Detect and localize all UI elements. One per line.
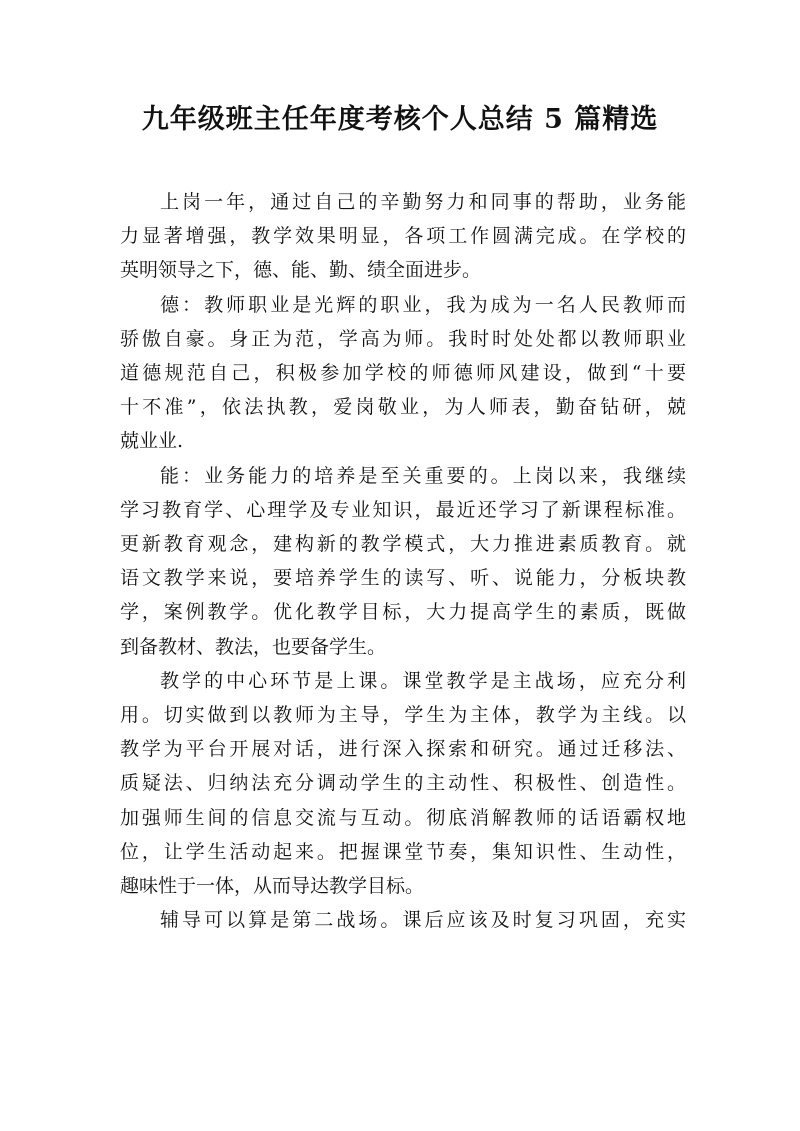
paragraph-tutoring (120, 903, 686, 937)
text-line: 能：业务能力的培养是至关重要的。上岗以来，我继续 (160, 464, 686, 487)
text-line: 加强师生间的信息交流与互动。彻底消解教师的话语霸权地 (120, 806, 686, 829)
text-line: 辅导可以算是第二战场。课后应该及时复习巩固，充实 (160, 909, 686, 932)
text-line: 骄傲自豪。身正为范，学高为师。我时时处处都以教师职业 (120, 327, 686, 350)
text-line: 趣味性于一体，从而导达教学目标。 (120, 875, 425, 898)
paragraph-morality (120, 288, 686, 459)
text-line: 质疑法、归纳法充分调动学生的主动性、积极性、创造性。 (120, 772, 686, 795)
text-line: 教学的中心环节是上课。课堂教学是主战场，应充分利 (160, 669, 686, 692)
text-line: 道德规范自己，积极参加学校的师德师风建设，做到“十要 (120, 362, 686, 385)
document-title: 九年级班主任年度考核个人总结 5 篇精选 (141, 104, 659, 135)
text-line: 位，让学生活动起来。把握课堂节奏，集知识性、生动性， (120, 840, 686, 863)
text-line: 德：教师职业是光辉的职业，我为成为一名人民教师而 (160, 293, 686, 316)
text-line: 用。切实做到以教师为主导，学生为主体，教学为主线。以 (120, 704, 686, 727)
text-line: 更新教育观念，建构新的教学模式，大力推进素质教育。就 (120, 533, 686, 556)
text-line: 语文教学来说，要培养学生的读写、听、说能力，分板块教 (120, 567, 686, 590)
text-line: 教学为平台开展对话，进行深入探索和研究。通过迁移法、 (120, 738, 686, 761)
document-body (120, 185, 686, 937)
text-line: 上岗一年，通过自己的辛勤努力和同事的帮助，业务能 (160, 191, 686, 213)
text-line: 学习教育学、心理学及专业知识，最近还学习了新课程标准。 (120, 498, 686, 521)
paragraph-intro (120, 185, 686, 288)
text-line: 力显著增强，教学效果明显，各项工作圆满完成。在学校的 (120, 225, 686, 248)
paragraph-teaching (120, 664, 686, 903)
text-line: 兢业业. (120, 430, 184, 453)
paragraph-ability (120, 459, 686, 664)
text-line: 十不准”，依法执教，爱岗敬业，为人师表，勤奋钻研，兢 (120, 396, 686, 419)
text-line: 学，案例教学。优化教学目标，大力提高学生的素质，既做 (120, 601, 686, 624)
text-line: 英明领导之下，德、能、勤、绩全面进步。 (120, 259, 482, 282)
text-line: 到备教材、教法，也要备学生。 (120, 635, 387, 658)
